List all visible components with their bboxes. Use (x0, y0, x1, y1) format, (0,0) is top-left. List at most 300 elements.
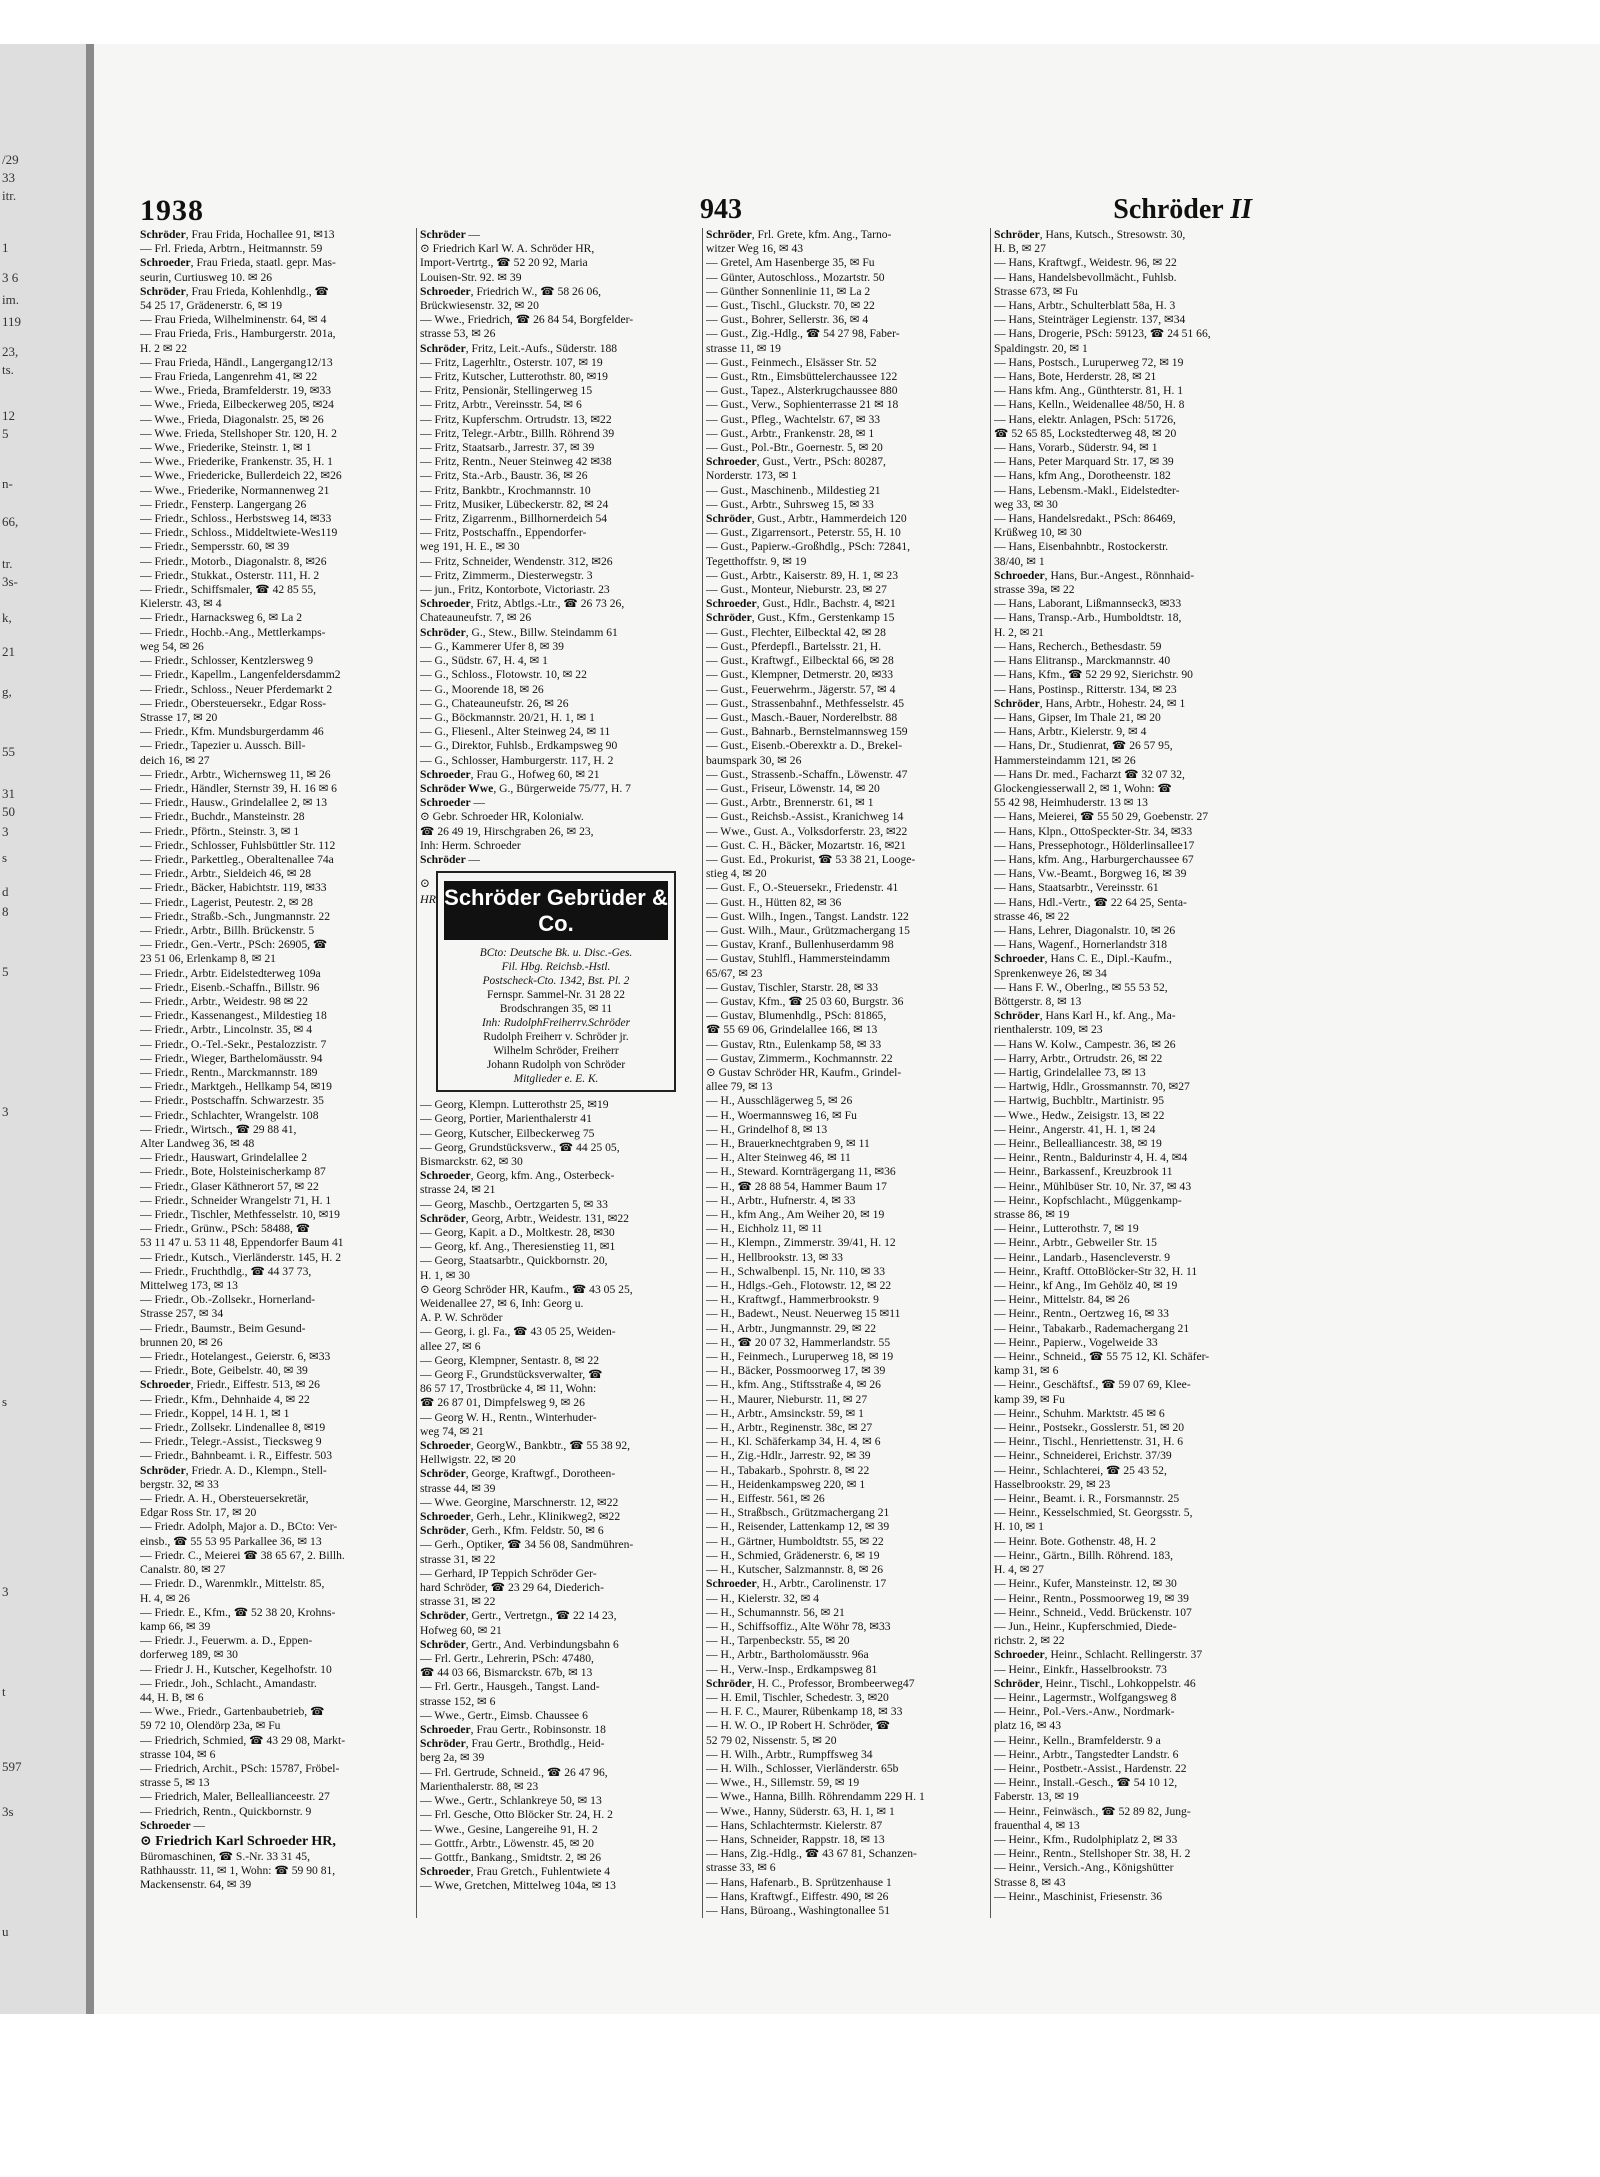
directory-entry: — H., Verw.-Insp., Erdkampsweg 81 (706, 1662, 878, 1676)
directory-entry: — Georg, Kapit. a D., Moltkestr. 28, ✉30 (420, 1225, 615, 1239)
directory-entry: — Heinr., Kopfschlacht., Müggenkamp- (994, 1193, 1182, 1207)
directory-entry: 86 57 17, Trostbrücke 4, ✉ 11, Wohn: (420, 1382, 597, 1396)
directory-entry: Schroeder, Gerh., Lehr., Klinikweg2, ✉22 (420, 1510, 621, 1524)
directory-entry: — Georg, Klempn. Lutterothstr 25, ✉19 (420, 1098, 609, 1112)
directory-entry: Büromaschinen, ☎ S.-Nr. 33 31 45, (140, 1849, 310, 1863)
directory-entry: — Hans, Lehrer, Diagonalstr. 10, ✉ 26 (994, 923, 1176, 937)
directory-entry: — Hans, Kelln., Weidenallee 48/50, H. 8 (994, 398, 1185, 412)
directory-entry: — H., Schumannstr. 56, ✉ 21 (706, 1605, 845, 1619)
directory-entry: — Hartig, Grindelallee 73, ✉ 13 (994, 1065, 1146, 1079)
directory-entry: — G., Direktor, Fuhlsb., Erdkampsweg 90 (420, 739, 618, 753)
directory-entry: frauenthal 4, ✉ 13 (994, 1818, 1080, 1832)
directory-entry: — Friedr J. H., Kutscher, Kegelhofstr. 10 (140, 1662, 332, 1676)
directory-entry: — Friedr., Hochb.-Ang., Mettlerkamps- (140, 625, 326, 639)
left-page-fragment: 1 (2, 240, 9, 255)
directory-entry: — Friedr., Händler, Sternstr 39, H. 16 ✉ 6 (140, 781, 337, 795)
directory-entry: — Georg, Portier, Marienthalerstr 41 (420, 1112, 592, 1126)
directory-entry: — H., Arbtr., Bartholomäusstr. 96a (706, 1648, 869, 1662)
directory-entry: — Friedr., Ob.-Zollsekr., Hornerland- (140, 1293, 316, 1307)
directory-entry: — Fritz, Bankbtr., Krochmannstr. 10 (420, 483, 591, 497)
directory-entry: — Friedr., Kfm., Dehnhaide 4, ✉ 22 (140, 1392, 310, 1406)
directory-entry: — Friedr., Bäcker, Habichtstr. 119, ✉33 (140, 881, 327, 895)
page-gutter (86, 44, 94, 2014)
directory-entry: Tegetthoffstr. 9, ✉ 19 (706, 554, 807, 568)
directory-entry: — Gust., Arbtr., Brennerstr. 61, ✉ 1 (706, 796, 874, 810)
directory-entry: strasse 44, ✉ 39 (420, 1481, 496, 1495)
directory-entry: 52 79 02, Nissenstr. 5, ✉ 20 (706, 1733, 837, 1747)
directory-entry: — Friedr., Harnacksweg 6, ✉ La 2 (140, 611, 303, 625)
directory-entry: Schröder Wwe, G., Bürgerweide 75/77, H. 7 (420, 781, 631, 795)
directory-entry: — H. Wilh., Schlosser, Vierländerstr. 65b (706, 1761, 899, 1775)
directory-entry: — Heinr., Kufer, Mansteinstr. 12, ✉ 30 (994, 1577, 1177, 1591)
directory-entry: — Wwe., Friedericke, Bullerdeich 22, ✉26 (140, 469, 342, 483)
directory-entry: Schroeder, Frau Gertr., Robinsonstr. 18 (420, 1723, 606, 1737)
directory-entry: deich 16, ✉ 27 (140, 753, 210, 767)
directory-entry: — Hans, Büroang., Washingtonallee 51 (706, 1903, 890, 1917)
directory-entry: ☎ 55 69 06, Grindelallee 166, ✉ 13 (706, 1023, 878, 1037)
directory-entry: — Friedr., Hotelangest., Geierstr. 6, ✉33 (140, 1350, 331, 1364)
directory-entry: Schroeder, Gust., Vertr., PSch: 80287, (706, 455, 886, 469)
directory-entry: Brückwiesenstr. 32, ✉ 20 (420, 299, 539, 313)
directory-entry: Schröder, George, Kraftwgf., Dorotheen- (420, 1467, 616, 1481)
directory-entry: — Friedr. C., Meierei ☎ 38 65 67, 2. Billh. (140, 1548, 345, 1562)
running-head (1113, 194, 1252, 226)
directory-entry: strasse 33, ✉ 6 (706, 1861, 776, 1875)
directory-entry: — Hans, Hdl.-Vertr., ☎ 22 64 25, Senta- (994, 895, 1187, 909)
directory-entry: — Gust., Pfleg., Wachtelstr. 67, ✉ 33 (706, 412, 881, 426)
directory-entry: — Fritz, Postschaffn., Eppendorfer- (420, 526, 587, 540)
directory-entry: Strasse 257, ✉ 34 (140, 1307, 224, 1321)
directory-entry: Strasse 673, ✉ Fu (994, 284, 1078, 298)
left-page-fragment: im. (2, 292, 19, 307)
directory-entry: — Hans, Kraftwgf., Eiffestr. 490, ✉ 26 (706, 1889, 889, 1903)
directory-entry: 55 42 98, Heimhuderstr. 13 ✉ 13 (994, 796, 1148, 810)
directory-entry: seurin, Curtiusweg 10. ✉ 26 (140, 270, 273, 284)
directory-entry: ⊙ Georg Schröder HR, Kaufm., ☎ 43 05 25, (420, 1282, 633, 1296)
directory-entry: — Georg, Maschb., Oertzgarten 5, ✉ 33 (420, 1197, 608, 1211)
directory-entry: H. 2, ✉ 21 (994, 625, 1044, 639)
directory-entry: — Friedrich, Archit., PSch: 15787, Fröbel- (140, 1761, 340, 1775)
directory-entry: — Frl. Frieda, Arbtrn., Heitmannstr. 59 (140, 242, 323, 256)
directory-entry: — H., kfm Ang., Am Weiher 20, ✉ 19 (706, 1208, 885, 1222)
directory-entry: — Heinr. Bote. Gothenstr. 48, H. 2 (994, 1534, 1156, 1548)
directory-entry: — Georg, Staatsarbtr., Quickbornstr. 20, (420, 1254, 608, 1268)
directory-entry: — H., Arbtr., Reginenstr. 38c, ✉ 27 (706, 1421, 873, 1435)
directory-entry: — Frau Frieda, Fris., Hamburgerstr. 201a, (140, 327, 336, 341)
directory-entry: Marienthalerstr. 88, ✉ 23 (420, 1779, 539, 1793)
left-page-fragment: 23, (2, 344, 19, 359)
directory-entry: — Friedr., Hausw., Grindelallee 2, ✉ 13 (140, 796, 328, 810)
directory-entry: — H., Eiffestr. 561, ✉ 26 (706, 1492, 825, 1506)
directory-entry: — Günter, Autoschloss., Mozartstr. 50 (706, 270, 885, 284)
directory-entry: — Heinr., Lagermstr., Wolfgangsweg 8 (994, 1690, 1177, 1704)
directory-entry: Schroeder, Frau Frieda, staatl. gepr. Mas- (140, 256, 336, 270)
directory-entry: richstr. 2, ✉ 22 (994, 1634, 1065, 1648)
directory-entry: — Friedr., Bote, Holsteinischerkamp 87 (140, 1165, 326, 1179)
directory-entry: Inh: Herm. Schroeder (420, 838, 521, 852)
directory-entry: — Hartwig, Hdlr., Grossmannstr. 70, ✉27 (994, 1080, 1190, 1094)
left-page-fragment: 5 (2, 964, 9, 979)
directory-entry: — Friedr., Kassenangest., Mildestieg 18 (140, 1009, 327, 1023)
directory-entry: — Heinr., Maschinist, Friesenstr. 36 (994, 1889, 1163, 1903)
left-page-fragment: u (2, 1924, 9, 1939)
directory-entry: — Gust., Kraftwgf., Eilbecktal 66, ✉ 28 (706, 654, 894, 668)
directory-entry: — Heinr., Beamt. i. R., Forsmannstr. 25 (994, 1492, 1180, 1506)
directory-entry: — Wwe., Friederike, Normannenweg 21 (140, 483, 330, 497)
directory-entry: — G., Kammerer Ufer 8, ✉ 39 (420, 639, 564, 653)
directory-entry: strasse 24, ✉ 21 (420, 1183, 496, 1197)
directory-entry: — Fritz, Pensionär, Stellingerweg 15 (420, 384, 593, 398)
left-page-fragment: 5 (2, 426, 9, 441)
directory-entry: Schröder, Hans, Arbtr., Hohestr. 24, ✉ 1 (994, 696, 1186, 710)
directory-entry: — Heinr., Mittelstr. 84, ✉ 26 (994, 1293, 1130, 1307)
directory-entry: — Gust., Monteur, Nieburstr. 23, ✉ 27 (706, 583, 887, 597)
directory-entry: — Friedr., Kfm. Mundsburgerdamm 46 (140, 725, 324, 739)
directory-entry: — Friedr., Tischler, Methfesselstr. 10, ✉19 (140, 1208, 340, 1222)
directory-entry: — Friedr., Arbtr., Lincolnstr. 35, ✉ 4 (140, 1023, 313, 1037)
directory-entry: — G., Moorende 18, ✉ 26 (420, 682, 544, 696)
directory-entry: weg 33, ✉ 30 (994, 497, 1058, 511)
directory-entry: — Wwe., Frieda, Bramfelderstr. 19, ✉33 (140, 384, 332, 398)
directory-entry: — Gust. Wilh., Maur., Grützmachergang 15 (706, 923, 910, 937)
directory-entry: — Frl. Gertrude, Schneid., ☎ 26 47 96, (420, 1765, 608, 1779)
directory-entry: — Gerhard, IP Teppich Schröder Ger- (420, 1566, 597, 1580)
directory-entry: kamp 66, ✉ 39 (140, 1619, 211, 1633)
directory-entry: — Hans, Drogerie, PSch: 59123, ☎ 24 51 66, (994, 327, 1211, 341)
left-page-fragment: 33 (2, 170, 15, 185)
left-page-fragment: ts. (2, 362, 14, 377)
directory-entry: Schröder, Gerh., Kfm. Feldstr. 50, ✉ 6 (420, 1524, 604, 1538)
directory-entry: — Wwe., Hanna, Billh. Röhrendamm 229 H. 1 (706, 1790, 925, 1804)
directory-entry: — Friedr., Baumstr., Beim Gesund- (140, 1321, 306, 1335)
directory-entry: Bismarckstr. 62, ✉ 30 (420, 1154, 523, 1168)
directory-entry: Weidenallee 27, ✉ 6, Inh: Georg u. (420, 1296, 584, 1310)
directory-entry: Schröder, G., Stew., Billw. Steindamm 61 (420, 625, 618, 639)
directory-entry: — Gust., Papierw.-Großhdlg., PSch: 72841, (706, 540, 911, 554)
directory-entry: Schroeder, Hans, Bur.-Angest., Rönnhaid- (994, 568, 1195, 582)
directory-entry: — Heinr., Schuhm. Marktstr. 45 ✉ 6 (994, 1406, 1165, 1420)
directory-entry: — Georg W. H., Rentn., Winterhuder- (420, 1410, 597, 1424)
directory-entry: — Frl. Gesche, Otto Blöcker Str. 24, H. 2 (420, 1808, 613, 1822)
directory-entry: — Wwe., Hedw., Zeisigstr. 13, ✉ 22 (994, 1108, 1165, 1122)
directory-entry: — Gust., Reichsb.-Assist., Kranichweg 14 (706, 810, 904, 824)
directory-entry: Strasse 17, ✉ 20 (140, 710, 218, 724)
left-page-fragment: n- (2, 476, 13, 491)
directory-entry: Schröder, Friedr. A. D., Klempn., Stell- (140, 1463, 327, 1477)
directory-column-3 (706, 228, 972, 1928)
directory-entry: — Heinr., Postbetr.-Assist., Hardenstr. 22 (994, 1761, 1187, 1775)
directory-entry: — Friedrich, Schmied, ☎ 43 29 08, Markt- (140, 1733, 346, 1747)
directory-entry: — Wwe., Friedrich, ☎ 26 84 54, Borgfelder- (420, 313, 634, 327)
directory-entry: ☎ 26 49 19, Hirschgraben 26, ✉ 23, (420, 824, 594, 838)
directory-entry: — Gust., Tischl., Gluckstr. 70, ✉ 22 (706, 299, 875, 313)
advertisement-line: Mitglieder e. E. K. (513, 1073, 599, 1086)
column-divider (990, 228, 991, 1918)
column-divider (416, 228, 417, 1918)
directory-entry: — Gust., Tapez., Alsterkrugchaussee 880 (706, 384, 898, 398)
directory-entry: Glockengiesserwall 2, ✉ 1, Wohn: ☎ (994, 781, 1172, 795)
directory-entry: — Heinr., Tischl., Henriettenstr. 31, H. 6 (994, 1435, 1184, 1449)
directory-entry: — Wwe., Gesine, Langereihe 91, H. 2 (420, 1822, 598, 1836)
directory-entry: — Friedr., Sempersstr. 60, ✉ 39 (140, 540, 290, 554)
directory-entry: — Wwe. Georgine, Marschnerstr. 12, ✉22 (420, 1495, 619, 1509)
directory-entry: Chateauneufstr. 7, ✉ 26 (420, 611, 532, 625)
directory-entry: — Georg, Grundstücksverw., ☎ 44 25 05, (420, 1140, 620, 1154)
directory-entry: — Gust., Pferdepfl., Bartelsstr. 21, H. (706, 639, 882, 653)
directory-entry: — Friedr., Fensterp. Langergang 26 (140, 497, 307, 511)
directory-entry: — Friedr., Kapellm., Langenfeldersdamm2 (140, 668, 341, 682)
directory-entry: Hammersteindamm 121, ✉ 26 (994, 753, 1136, 767)
directory-entry: — Friedr., Kutsch., Vierländerstr. 145, H. 2 (140, 1250, 341, 1264)
directory-entry: — Heinr., Tabakarb., Rademachergang 21 (994, 1321, 1190, 1335)
left-page-fragment: itr. (2, 188, 17, 203)
directory-entry: — Gust. Wilh., Ingen., Tangst. Landstr. 122 (706, 909, 909, 923)
directory-entry: — Wwe., Gust. A., Volksdorferstr. 23, ✉22 (706, 824, 908, 838)
directory-entry: — Hans, Handelsredakt., PSch: 86469, (994, 512, 1176, 526)
directory-entry: — Hans, Recherch., Bethesdastr. 59 (994, 639, 1162, 653)
directory-entry: — H. W. O., IP Robert H. Schröder, ☎ (706, 1719, 891, 1733)
directory-entry: — H., Heidenkampsweg 220, ✉ 1 (706, 1477, 866, 1491)
directory-entry: — Friedr. A. H., Obersteuersekretär, (140, 1492, 309, 1506)
directory-entry: — jun., Fritz, Kontorbote, Victoriastr. 23 (420, 583, 610, 597)
directory-entry: witzer Weg 16, ✉ 43 (706, 242, 804, 256)
directory-entry: — Heinr., Schneid., ☎ 55 75 12, Kl. Schäfer- (994, 1350, 1210, 1364)
directory-entry: — Friedr., Schloss., Middeltwiete-Wes119 (140, 526, 338, 540)
directory-entry: 38/40, ✉ 1 (994, 554, 1045, 568)
directory-entry: — Hans, Arbtr., Schulterblatt 58a, H. 3 (994, 299, 1176, 313)
directory-entry: — Friedr., Glaser Käthnerort 57, ✉ 22 (140, 1179, 319, 1193)
directory-entry: — H., Eichholz 11, ✉ 11 (706, 1222, 823, 1236)
directory-entry: — Fritz, Arbtr., Vereinsstr. 54, ✉ 6 (420, 398, 582, 412)
directory-entry: ⊙ Gustav Schröder HR, Kaufm., Grindel- (706, 1065, 902, 1079)
advertisement-line: Johann Rudolph von Schröder (486, 1059, 626, 1072)
directory-entry: strasse 86, ✉ 19 (994, 1208, 1070, 1222)
directory-entry: — Friedr., Postschaffn. Schwarzestr. 35 (140, 1094, 324, 1108)
directory-entry: — Gust., Masch.-Bauer, Norderelbstr. 88 (706, 710, 898, 724)
directory-entry: — Gottfr., Bankang., Smidtstr. 2, ✉ 26 (420, 1850, 602, 1864)
directory-entry: strasse 53, ✉ 26 (420, 327, 496, 341)
directory-entry: — H., Kielerstr. 32, ✉ 4 (706, 1591, 820, 1605)
directory-entry: — Gust., Rtn., Eimsbüttelerchaussee 122 (706, 370, 898, 384)
directory-entry: Schröder, Georg, Arbtr., Weidestr. 131, ✉22 (420, 1211, 629, 1225)
directory-entry: — Friedr., O.-Tel.-Sekr., Pestalozzistr. 7 (140, 1037, 327, 1051)
left-page-fragment: 8 (2, 904, 9, 919)
advertisement-line: Rudolph Freiherr v. Schröder jr. (483, 1031, 629, 1044)
directory-entry: — Georg, kf. Ang., Theresienstieg 11, ✉1 (420, 1240, 616, 1254)
directory-entry: weg 191, H. E., ✉ 30 (420, 540, 520, 554)
directory-entry: — Friedr., Pförtn., Steinstr. 3, ✉ 1 (140, 824, 300, 838)
directory-entry: — Friedr. Adolph, Major a. D., BCto: Ver- (140, 1520, 338, 1534)
directory-entry: — G., Schloss., Flotowstr. 10, ✉ 22 (420, 668, 587, 682)
registered-mark-glyph: ⊙ (420, 876, 431, 890)
directory-entry: — H., Ausschlägerweg 5, ✉ 26 (706, 1094, 853, 1108)
directory-entry: — Friedr., Schneider Wrangelstr 71, H. 1 (140, 1193, 332, 1207)
directory-entry: strasse 31, ✉ 22 (420, 1595, 496, 1609)
left-page-fragment: 3 (2, 1104, 9, 1119)
directory-entry: — Heinr., Mühlbüser Str. 10, Nr. 37, ✉ 43 (994, 1179, 1192, 1193)
directory-column-4 (994, 228, 1260, 1928)
directory-entry: — Fritz, Telegr.-Arbtr., Billh. Röhrend 39 (420, 426, 615, 440)
directory-entry: — Heinr., Bellealliancestr. 38, ✉ 19 (994, 1137, 1162, 1150)
directory-entry: — Gust., Arbtr., Frankenstr. 28, ✉ 1 (706, 426, 875, 440)
directory-entry: einsb., ☎ 55 53 95 Parkallee 36, ✉ 13 (140, 1534, 322, 1548)
directory-entry: Schröder, Hans, Kutsch., Stresowstr. 30, (994, 228, 1186, 241)
left-page-fragment: 31 (2, 786, 15, 801)
left-page-fragment: 66, (2, 514, 19, 529)
directory-entry: ☎ 44 03 66, Bismarckstr. 67b, ✉ 13 (420, 1666, 593, 1680)
directory-entry: Hasselbrookstr. 29, ✉ 23 (994, 1477, 1111, 1491)
directory-entry: H. 4, ✉ 27 (994, 1563, 1044, 1577)
directory-entry: ☎ 26 87 01, Dimpfelsweg 9, ✉ 26 (420, 1396, 585, 1410)
directory-entry: — Frl. Gertr., Lehrerin, PSch: 47480, (420, 1652, 594, 1666)
directory-entry: — Hans kfm. Ang., Günthterstr. 81, H. 1 (994, 384, 1184, 398)
directory-entry: — H., Tarpenbeckstr. 55, ✉ 20 (706, 1634, 850, 1648)
directory-entry: 59 72 10, Olendörp 23a, ✉ Fu (140, 1719, 281, 1733)
directory-entry: — Fritz, Zimmerm., Diesterwegstr. 3 (420, 568, 593, 582)
left-page-fragment: 21 (2, 644, 15, 659)
directory-entry: — Heinr., Kelln., Bramfelderstr. 9 a (994, 1733, 1161, 1747)
directory-entry: — H., Kraftwgf., Hammerbrookstr. 9 (706, 1293, 879, 1307)
directory-entry: weg 74, ✉ 21 (420, 1424, 484, 1438)
directory-entry: — Friedr., Marktgeh., Hellkamp 54, ✉19 (140, 1080, 332, 1094)
directory-entry: Schröder, H. C., Professor, Brombeerweg47 (706, 1676, 915, 1690)
directory-entry: — Heinr., Arbtr., Tangstedter Landstr. 6 (994, 1747, 1179, 1761)
directory-entry: — Hans, Zig.-Hdlg., ☎ 43 67 81, Schanzen- (706, 1847, 917, 1861)
directory-entry: — Wwe., Hanny, Süderstr. 63, H. 1, ✉ 1 (706, 1804, 895, 1818)
directory-entry: — Heinr., Kraftf. OttoBlöcker-Str 32, H. 11 (994, 1264, 1198, 1278)
directory-entry: A. P. W. Schröder (420, 1311, 503, 1325)
directory-entry: — Gottfr., Arbtr., Löwenstr. 45, ✉ 20 (420, 1836, 594, 1850)
directory-entry: H. 1, ✉ 30 (420, 1268, 470, 1282)
directory-entry: — Wwe., Friedr., Gartenbaubetrieb, ☎ (140, 1705, 325, 1719)
directory-entry: — Hans, Arbtr., Kielerstr. 9, ✉ 4 (994, 725, 1147, 739)
directory-entry: — Hans, Handelsbevollmächt., Fuhlsb. (994, 270, 1177, 284)
directory-entry: — Hans Dr. med., Facharzt ☎ 32 07 32, (994, 767, 1185, 781)
directory-entry: — Friedr., Wieger, Barthelomäusstr. 94 (140, 1051, 323, 1065)
directory-entry: Schroeder, Hans C. E., Dipl.-Kaufm., (994, 952, 1172, 966)
directory-entry: — H., Schmied, Grädenerstr. 6, ✉ 19 (706, 1548, 880, 1562)
directory-entry: — Wwe, Gretchen, Mittelweg 104a, ✉ 13 (420, 1879, 616, 1893)
directory-entry: Spaldingstr. 20, ✉ 1 (994, 341, 1088, 355)
advertisement-line: BCto: Deutsche Bk. u. Disc.-Ges. (479, 947, 633, 960)
directory-entry: Schröder, Gertr., And. Verbindungsbahn 6 (420, 1637, 619, 1651)
directory-entry: — Gust., Strassenb.-Schaffn., Löwenstr. 47 (706, 767, 908, 781)
directory-entry: — Hans, Vorarb., Süderstr. 94, ✉ 1 (994, 441, 1158, 455)
directory-entry: — Friedr., Tapezier u. Aussch. Bill- (140, 739, 306, 753)
directory-entry: Schroeder, Friedrich W., ☎ 58 26 06, (420, 284, 602, 298)
directory-entry: Import-Vertrtg., ☎ 52 20 92, Maria (420, 256, 588, 270)
directory-entry: — Gust., Verw., Sophienterrasse 21 ✉ 18 (706, 398, 899, 412)
directory-entry: allee 27, ✉ 6 (420, 1339, 481, 1353)
directory-entry: Böttgerstr. 8, ✉ 13 (994, 994, 1082, 1008)
directory-entry: — H., Feinmech., Luruperweg 18, ✉ 19 (706, 1350, 894, 1364)
directory-entry: Schröder, Fritz, Leit.-Aufs., Süderstr. 188 (420, 341, 618, 355)
directory-entry: — Friedr., Joh., Schlacht., Amandastr. (140, 1676, 317, 1690)
directory-entry: 54 25 17, Grädenerstr. 6, ✉ 19 (140, 299, 283, 313)
directory-entry: Rathhausstr. 11, ✉ 1, Wohn: ☎ 59 90 81, (140, 1864, 336, 1878)
directory-entry: Alter Landweg 36, ✉ 48 (140, 1137, 255, 1150)
directory-entry: — Fritz, Staatsarb., Jarrestr. 37, ✉ 39 (420, 441, 595, 455)
directory-entry: allee 79, ✉ 13 (706, 1080, 773, 1094)
directory-entry: — Hans, Hafenarb., B. Sprützenhause 1 (706, 1875, 892, 1889)
directory-entry: — H. F. C., Maurer, Rübenkamp 18, ✉ 33 (706, 1705, 903, 1719)
directory-entry: — Friedr., Wirtsch., ☎ 29 88 41, (140, 1122, 297, 1136)
registered-mark-glyph: HR (420, 892, 436, 906)
directory-entry: — Gust., Eisenb.-Oberexktr a. D., Brekel- (706, 739, 903, 753)
directory-entry: Schröder, Gust., Arbtr., Hammerdeich 120 (706, 512, 907, 526)
directory-entry: — Georg, Kutscher, Eilbeckerweg 75 (420, 1126, 595, 1140)
directory-entry: — Heinr., Papierw., Vogelweide 33 (994, 1335, 1158, 1349)
directory-entry: strasse 39a, ✉ 22 (994, 583, 1075, 597)
directory-entry: — H., Steward. Kornträgergang 11, ✉36 (706, 1165, 896, 1179)
directory-entry: — Heinr., Arbtr., Gebweiler Str. 15 (994, 1236, 1157, 1250)
directory-entry: — Heinr., Versich.-Ang., Königshütter (994, 1861, 1174, 1875)
directory-entry: — Friedrich, Maler, Belleallianceestr. 27 (140, 1790, 330, 1804)
directory-entry: — Gust., Feuerwehrm., Jägerstr. 57, ✉ 4 (706, 682, 896, 696)
directory-entry: — H., ☎ 28 88 54, Hammer Baum 17 (706, 1179, 887, 1193)
directory-entry: — H., Hellbrookstr. 13, ✉ 33 (706, 1250, 843, 1264)
directory-entry: — G., Schlosser, Hamburgerstr. 117, H. 2 (420, 753, 614, 767)
directory-entry: — Hans, Postsch., Luruperweg 72, ✉ 19 (994, 355, 1184, 369)
directory-entry: — Gust. C. H., Bäcker, Mozartstr. 16, ✉21 (706, 838, 906, 852)
directory-entry: Schröder — (420, 852, 481, 866)
directory-entry: — Fritz, Rentn., Neuer Steinweg 42 ✉38 (420, 455, 612, 469)
directory-entry: — H., Gärtner, Humboldtstr. 55, ✉ 22 (706, 1534, 884, 1548)
directory-entry: — Friedr., Schlosser, Fuhlsbüttler Str. 112 (140, 838, 336, 852)
directory-entry: stieg 4, ✉ 20 (706, 867, 767, 881)
directory-entry: ⊙ Gebr. Schroeder HR, Kolonialw. (420, 810, 584, 824)
directory-entry: — Hans, Vw.-Beamt., Borgweg 16, ✉ 39 (994, 867, 1187, 881)
directory-entry: — Friedr., Hauswart, Grindelallee 2 (140, 1151, 308, 1165)
directory-entry: Schröder, Heinr., Tischl., Lohkoppelstr. 46 (994, 1676, 1196, 1690)
directory-entry: — Gretel, Am Hasenberge 35, ✉ Fu (706, 256, 875, 270)
column-divider (702, 228, 703, 1918)
directory-entry: — Heinr., Rentn., Stellshoper Str. 38, H. 2 (994, 1847, 1191, 1861)
directory-entry: — Hans, Bote, Herderstr. 28, ✉ 21 (994, 370, 1157, 384)
directory-entry: Mackensenstr. 64, ✉ 39 (140, 1878, 252, 1892)
directory-entry: — G., Südstr. 67, H. 4, ✉ 1 (420, 654, 548, 668)
directory-entry: — Gust. F., O.-Steuersekr., Friedenstr. 41 (706, 881, 899, 895)
directory-entry: — Jun., Heinr., Kupferschmied, Diede- (994, 1619, 1177, 1633)
directory-entry: — Hans, Wagenf., Hornerlandstr 318 (994, 938, 1168, 952)
directory-entry: — Gust., Bahnarb., Bernstelmannsweg 159 (706, 725, 908, 739)
left-page-fragment: 12 (2, 408, 15, 423)
directory-entry: Norderstr. 173, ✉ 1 (706, 469, 798, 483)
directory-entry: — Heinr., Landarb., Hasencleverstr. 9 (994, 1250, 1171, 1264)
left-page-fragment: s (2, 1394, 8, 1409)
directory-entry: — Hans, Dr., Studienrat, ☎ 26 57 95, (994, 739, 1173, 753)
advertisement-line: Inh: RudolphFreiherrv.Schröder (481, 1017, 631, 1030)
directory-entry: dorferweg 189, ✉ 30 (140, 1648, 238, 1662)
directory-entry: Schröder, Gust., Kfm., Gerstenkamp 15 (706, 611, 895, 625)
directory-entry: — Gust., Zigarrensort., Peterstr. 55, H. 10 (706, 526, 901, 540)
directory-entry: Hellwigstr. 22, ✉ 20 (420, 1453, 516, 1467)
directory-entry: Mittelweg 173, ✉ 13 (140, 1279, 238, 1293)
directory-entry: Sprenkenweye 26, ✉ 34 (994, 966, 1107, 980)
left-page-fragment: 3s (2, 1804, 14, 1819)
directory-entry: strasse 46, ✉ 22 (994, 909, 1070, 923)
directory-entry: Schröder, Gertr., Vertretgn., ☎ 22 14 23, (420, 1609, 617, 1623)
left-page-fragment: k, (2, 610, 12, 625)
directory-entry: — Gust., Feinmech., Elsässer Str. 52 (706, 355, 877, 369)
directory-entry: — Friedr., Schlosser, Kentzlersweg 9 (140, 654, 314, 668)
directory-entry: H. 10, ✉ 1 (994, 1520, 1044, 1534)
advertisement-line: Postscheck-Cto. 1342, Bst. Pl. 2 (482, 975, 630, 988)
directory-entry: Strasse 8, ✉ 43 (994, 1875, 1066, 1889)
advertisement-box (436, 871, 676, 1092)
running-head-section: II (1230, 194, 1252, 225)
directory-entry: — Heinr., Kfm., Rudolphiplatz 2, ✉ 33 (994, 1832, 1178, 1846)
